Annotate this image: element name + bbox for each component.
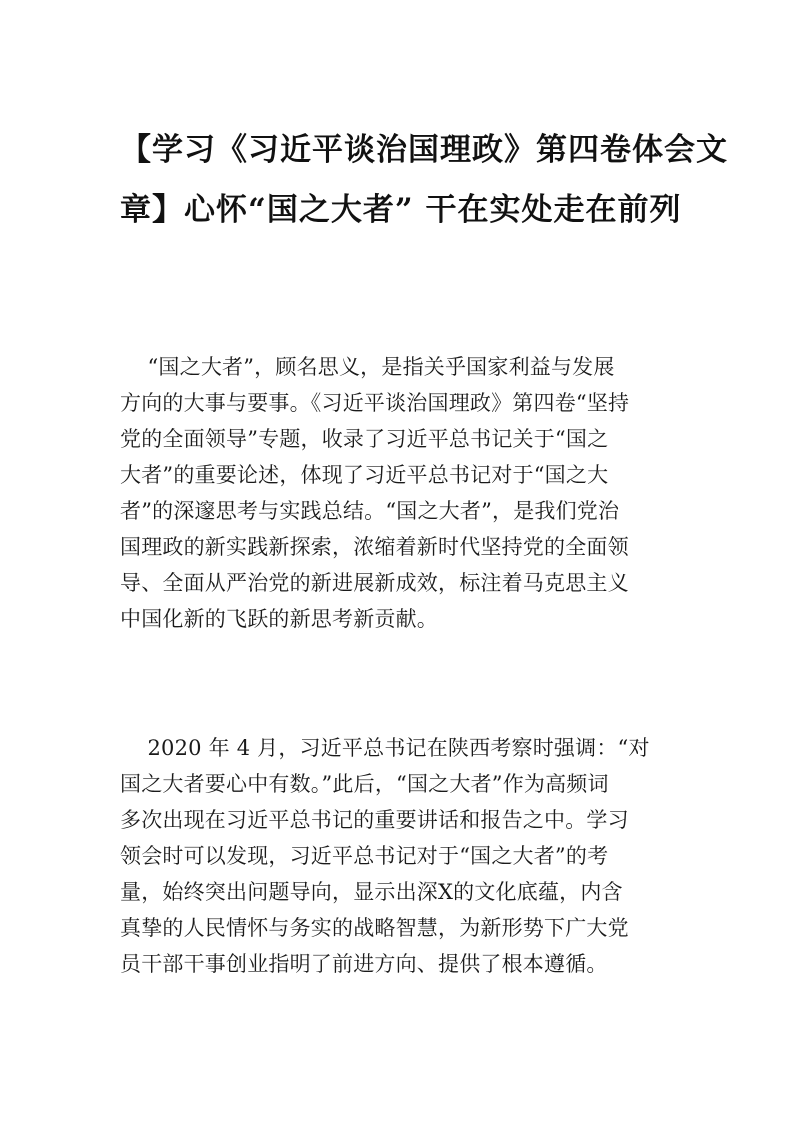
paragraph-line: “国之大者”，顾名思义，是指关乎国家利益与发展 [120, 355, 615, 379]
paragraph-line: 员干部干事创业指明了前进方向、提供了根本遵循。 [120, 952, 608, 976]
body-paragraph [120, 349, 680, 637]
paragraph-line: 国理政的新实践新探索，浓缩着新时代坚持党的全面领 [120, 535, 629, 559]
document-title [120, 120, 728, 240]
paragraph-line: 者”的深邃思考与实践总结。“国之大者”，是我们党治 [120, 499, 620, 523]
title-line: 章】心怀“国之大者” 干在实处走在前列 [120, 192, 682, 228]
body-paragraph [120, 730, 680, 982]
paragraph-line: 大者”的重要论述，体现了习近平总书记对于“国之大 [120, 463, 609, 487]
paragraph-line: 方向的大事与要事。《习近平谈治国理政》第四卷“坚持 [120, 391, 630, 415]
paragraph-line: 多次出现在习近平总书记的重要讲话和报告之中。学习 [120, 808, 629, 832]
paragraph-line: 量，始终突出问题导向，显示出深X的文化底蕴，内含 [120, 880, 623, 904]
title-line: 【学习《习近平谈治国理政》第四卷体会文 [120, 132, 728, 168]
paragraph-line: 领会时可以发现，习近平总书记对于“国之大者”的考 [120, 844, 609, 868]
paragraph-line: 中国化新的飞跃的新思考新贡献。 [120, 607, 438, 631]
paragraph-line: 2020 年 4 月，习近平总书记在陕西考察时强调：“对 [120, 736, 650, 760]
paragraph-line: 真挚的人民情怀与务实的战略智慧，为新形势下广大党 [120, 916, 629, 940]
paragraph-line: 国之大者要心中有数。”此后，“国之大者”作为高频词 [120, 772, 609, 796]
paragraph-line: 党的全面领导”专题，收录了习近平总书记关于“国之 [120, 427, 609, 451]
paragraph-line: 导、全面从严治党的新进展新成效，标注着马克思主义 [120, 571, 629, 595]
